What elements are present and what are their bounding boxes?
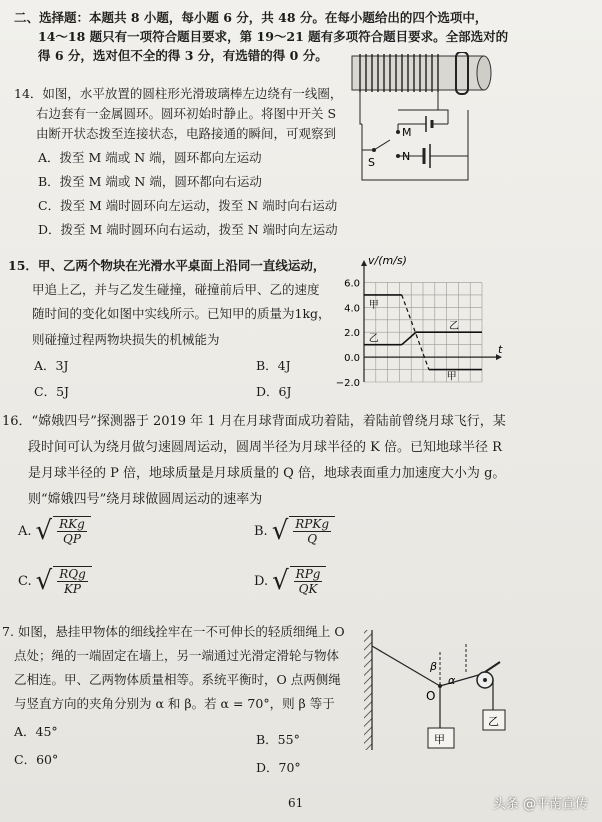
y-tick-label: 6.0 bbox=[344, 278, 360, 290]
q17-option-d: D．70° bbox=[256, 760, 301, 775]
q14-line2: 右边套有一金属圆环。圆环初始时静止。将图中开关 S bbox=[36, 106, 337, 121]
label-jia: 甲 bbox=[434, 733, 445, 746]
q15-line3: 随时间的变化如图中实线所示。已知甲的质量为1kg， bbox=[32, 306, 331, 321]
q16-option-a-numerator: RKg bbox=[59, 517, 85, 531]
q16-option-a-label: A. bbox=[18, 523, 32, 539]
page-number: 61 bbox=[288, 796, 304, 810]
q15-option-a: A．3J bbox=[34, 358, 69, 373]
q15-line1: 15．甲、乙两个物块在光滑水平桌面上沿同一直线运动， bbox=[8, 258, 326, 273]
series-label-jia-after: 甲 bbox=[446, 371, 457, 383]
switch-blade bbox=[374, 140, 390, 150]
series-label-jia-before: 甲 bbox=[368, 299, 379, 311]
q16-line3: 是月球半径的 P 倍，地球质量是月球质量的 Q 倍，地球表面重力加速度大小为 g。 bbox=[28, 466, 506, 481]
q16-line4: 则“嫦娥四号”绕月球做圆周运动的速率为 bbox=[28, 492, 263, 507]
q14-line3: 由断开状态拨至连接状态，电路接通的瞬间，可观察到 bbox=[36, 126, 337, 141]
q15-option-d: D．6J bbox=[256, 384, 292, 399]
q17-pulley-figure bbox=[360, 628, 520, 752]
q16-option-c-denominator: KP bbox=[63, 582, 81, 596]
q16-option-c-label: C. bbox=[18, 573, 32, 589]
label-o: O bbox=[426, 689, 436, 703]
y-tick-label: 0.0 bbox=[344, 353, 360, 365]
q16-line1: 16．“嫦娥四号”探测器于 2019 年 1 月在月球背面成功着陆，着陆前曾绕月球飞行，某 bbox=[2, 414, 506, 429]
chart-xlabel: t bbox=[498, 343, 503, 357]
q15-line2: 甲追上乙，并与乙发生碰撞，碰撞前后甲、乙的速度 bbox=[32, 282, 320, 297]
q17-line1: 7. 如图，悬挂甲物体的细线拴牢在一不可伸长的轻质细绳上 O bbox=[2, 624, 345, 639]
y-tick-label: 4.0 bbox=[344, 303, 360, 315]
pulley-bracket bbox=[485, 662, 500, 672]
q17-option-b: B．55° bbox=[256, 732, 300, 747]
series-label-yi-after: 乙 bbox=[448, 321, 459, 333]
series-label-yi-before: 乙 bbox=[368, 333, 379, 345]
q16-option-d-denominator: QK bbox=[298, 582, 318, 596]
section-heading-line2: 14～18 题只有一项符合题目要求，第 19～21 题有多项符合题目要求。全部选对的 bbox=[38, 29, 509, 44]
q16-option-a-denominator: QP bbox=[62, 532, 81, 546]
chart-ylabel: v/(m/s) bbox=[368, 254, 407, 267]
wall bbox=[364, 630, 372, 750]
q17-line3: 乙相连。甲、乙两物体质量相等。系统平衡时，O 点两侧绳 bbox=[14, 672, 341, 687]
q14-option-a: A．拨至 M 端或 N 端，圆环都向左运动 bbox=[38, 150, 262, 165]
q15-option-b: B．4J bbox=[256, 358, 291, 373]
section-heading-line3: 得 6 分，选对但不全的得 3 分，有选错的得 0 分。 bbox=[38, 48, 328, 63]
point-o bbox=[438, 684, 442, 688]
section-heading-line1: 二、选择题：本题共 8 小题，每小题 6 分，共 48 分。在每小题给出的四个选项中， bbox=[14, 10, 488, 25]
q17-option-c: C．60° bbox=[14, 752, 59, 767]
watermark: 头条 @平南宣传 bbox=[492, 797, 588, 812]
q16-option-d-label: D. bbox=[254, 573, 269, 589]
label-m: M bbox=[402, 126, 412, 139]
rod-end bbox=[477, 56, 491, 90]
q15-option-c: C．5J bbox=[34, 384, 70, 399]
q16-line2: 段时间可认为绕月做匀速圆周运动，圆周半径为月球半径的 K 倍。已知地球半径 R bbox=[28, 440, 502, 455]
rope-right bbox=[440, 674, 482, 686]
q16-option-b-label: B. bbox=[254, 523, 268, 539]
y-tick-label: 2.0 bbox=[344, 328, 360, 340]
label-alpha: α bbox=[448, 674, 456, 687]
q14-option-c: C．拨至 M 端时圆环向左运动，拨至 N 端时向右运动 bbox=[38, 198, 338, 213]
q14-option-b: B．拨至 M 端或 N 端，圆环都向右运动 bbox=[38, 174, 262, 189]
q17-option-a: A．45° bbox=[14, 724, 58, 739]
label-beta: β bbox=[430, 660, 438, 673]
q16-option-b-numerator: RPKg bbox=[295, 517, 330, 531]
q16-option-b-denominator: Q bbox=[307, 532, 318, 546]
q16-option-d-numerator: RPg bbox=[295, 567, 321, 581]
y-tick-label: −2.0 bbox=[335, 378, 360, 389]
q15-line4: 则碰撞过程两物块损失的机械能为 bbox=[32, 332, 220, 347]
q14-line1: 14．如图，水平放置的圆柱形光滑玻璃棒左边绕有一线圈， bbox=[14, 86, 343, 101]
q16-option-d: D. √ RPg QK bbox=[254, 566, 326, 596]
q16-option-c-numerator: RQg bbox=[59, 567, 86, 581]
q16-option-a: A. √ RKg QP bbox=[18, 516, 91, 546]
chart-ticks bbox=[336, 278, 360, 389]
q15-velocity-time-chart bbox=[320, 250, 506, 392]
chart-axes bbox=[361, 260, 502, 382]
q14-option-d: D．拨至 M 端时圆环向右运动，拨至 N 端时向左运动 bbox=[38, 222, 338, 237]
q17-line4: 与竖直方向的夹角分别为 α 和 β。若 α = 70°，则 β 等于 bbox=[14, 696, 335, 711]
q14-coil-circuit-figure bbox=[338, 52, 498, 200]
q16-option-b: B. √ RPKg Q bbox=[254, 516, 335, 546]
q17-line2: 点处；绳的一端固定在墙上，另一端通过光滑定滑轮与物体 bbox=[14, 648, 340, 663]
label-s: S bbox=[368, 156, 375, 169]
series-segment-yi bbox=[402, 332, 416, 344]
label-yi: 乙 bbox=[488, 715, 499, 728]
label-n: N bbox=[402, 150, 411, 163]
q16-option-c: C. √ RQg KP bbox=[18, 566, 92, 596]
y-axis-arrow bbox=[361, 260, 367, 266]
